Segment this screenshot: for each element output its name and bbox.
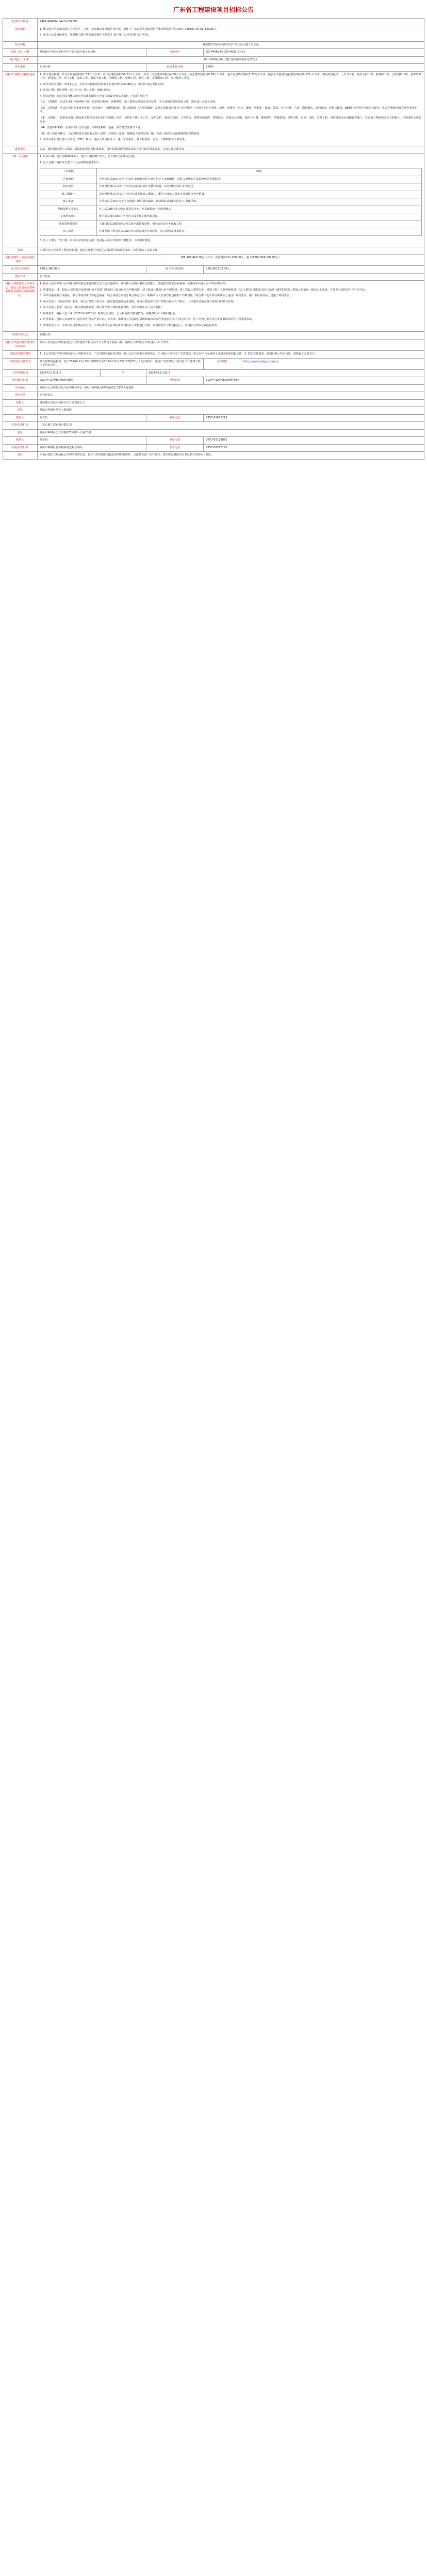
row-bid-doc — [3, 339, 424, 350]
table-row — [40, 176, 421, 183]
scope-paragraph: （2）工程设计：负责本项目方案设计优化、初步设计（含概算编制）、施工图设计（含预算编制）及施工阶段设计配合与后期服务，包括但不限于建筑、结构、给排水、电气、暖通、智能化、幕墙、景观、室内装修、人防、海绵城市、绿色建筑、装配式建筑、BIM技术应用等全部专业设计；负责办理设计相关审查审批手续。 — [39, 106, 417, 114]
period-work-time: 初步设计批复后40日历天内完成全部施工图设计，配合完成施工图审查并取得审查合格书。 — [96, 191, 421, 198]
period-table-head-cell: 时间 — [96, 168, 421, 176]
period-work-time: 合同签订后30日历天内完成方案设计优化并通过招标人审核确认，同时完成规划方案报批所需全部资料。 — [96, 176, 421, 183]
row-other2 — [3, 351, 424, 359]
scope-paragraph: （3）工程施工：按照审定施工图及相关规范完成本项目全部施工内容，包括但不限于土石方、基坑支护、地基与基础、主体结构、建筑装饰装修、建筑屋面、给排水及采暖、通风与空调、建筑电气、智能建筑、建筑节能、电梯、消防、室外工程、园林绿化及市政配套等施工；负责施工期间的安全文明施工、环境保护及成品保护。 — [39, 116, 421, 124]
row-tenderer-contact — [3, 414, 424, 422]
get-doc-url-cell — [241, 358, 424, 369]
qualification-paragraph: 7. 信誉要求：投标人未被列入“信用中国”网站严重失信主体名单；未被列入中国政府采购网政府采购严重违法失信行为记录名单；近三年内无重大安全责任事故和重大工程质量事故。 — [39, 318, 255, 321]
other-value: 本项目实行全过程工程造价控制；投标人须配合招标人完成项目各阶段的审计、结算及竣工决算工作。 — [37, 247, 424, 255]
deadline-label: 投标截止时间 — [3, 377, 38, 385]
page-title: 广东省工程建设项目招标公告 — [173, 6, 254, 13]
qualification-paragraph: 3. 本项目接受联合体投标。联合体成员单位不超过两家，联合体各方应签订联合体协议书，明确牵头人及各方拟承担的工作和责任；联合体中设计单位须具备上述设计资质要求，施工单位须具备上述施工资质要求。 — [39, 294, 292, 298]
announcement-table — [3, 18, 424, 460]
period-work-time: 主体封顶后300日历天内完成全部装饰装修、机电安装及室外配套工程。 — [96, 221, 421, 228]
agent-phone-value: 0757-83119865 — [204, 437, 424, 445]
open-time-value: 2024年12月06日09时30分 — [204, 377, 424, 385]
table-row — [40, 221, 421, 228]
project-name-value: 佛山建行里盐南高街住宅开发区设计施工总承包 — [37, 41, 424, 49]
row-section — [3, 49, 424, 57]
table-row — [40, 213, 421, 221]
deadline-value: 2024年12月06日09时30分 — [37, 377, 146, 385]
table-row — [40, 228, 421, 236]
period-work-time: 地下室完成后300日历天内完成全部主体结构封顶。 — [96, 213, 421, 221]
row-agent-addr — [3, 429, 424, 437]
row-doc-time — [3, 369, 424, 377]
page — [0, 0, 427, 460]
supervise-phone-value: 0757-82268193 — [204, 444, 424, 452]
period-value — [37, 154, 424, 247]
qualification-paragraph: 4. 项目负责人（项目经理）要求：须具有建筑工程专业一级注册建造师执业资格，具备有效的安全生产考核合格证书（B证），且未担任其他在建工程项目的项目经理。 — [39, 300, 236, 303]
tenderer-value: 佛山建行里盐南高街住宅开发有限公司 — [37, 399, 424, 407]
budget-construction-label: 施工部分控制价 — [146, 266, 204, 274]
qualification-paragraph: 1. 投标人须为中华人民共和国境内依法注册的独立法人或其他组织，具有独立承担民事责任的能力，须提供有效的营业执照（或事业单位法人证书等证明文件）。 — [39, 282, 229, 286]
qualification-value — [37, 281, 424, 332]
agent-addr-label: 地址 — [3, 429, 38, 437]
scope-paragraph: 2. 项目估算总投资：约3.1亿元，其中本次招标的设计施工总承包费用约2.86亿元（最终以审定预算为准）。 — [39, 82, 167, 86]
quality-label: 质量要求 — [3, 146, 38, 154]
eval-value: 综合评估法 — [37, 392, 424, 400]
qualification-method-value: 资格后审 — [37, 332, 424, 340]
row-other — [3, 247, 424, 255]
period-work-name: 施工准备 — [40, 198, 96, 206]
location-value: 佛山市禅城区佛山建行里盐南高街住宅开发区 — [37, 56, 424, 64]
period-table-head-cell: 工作名称 — [40, 168, 96, 176]
get-doc-link[interactable]: https://www.gdggzy.org.cn — [243, 360, 279, 363]
row-location — [3, 56, 424, 64]
period-work-time: 完成全部工程内容后120日历天内完成各专项验收、竣工验收及备案移交。 — [96, 228, 421, 236]
get-doc-url-label: 获取网址 — [204, 358, 241, 369]
row-agent — [3, 422, 424, 430]
quality-value: 合格，满足国家现行工程施工质量验收规范及标准要求。设计质量需满足国家及地方现行设计规范要求，并通过施工图审查。 — [37, 146, 424, 154]
section-name-value: 佛山建行里盐南高街住宅开发区设计施工总承包 — [37, 49, 146, 57]
row-budget — [3, 255, 424, 266]
row-supervise — [3, 444, 424, 452]
bid-doc-label: 投标文件递交截止时间及开标时间 — [3, 339, 38, 350]
tenderer-contact-label: 联系人 — [3, 414, 38, 422]
basis-label: 招标依据 — [3, 26, 38, 41]
budget-label: 招标控制价（或最高投标限价） — [3, 255, 38, 266]
period-intro: 2. 设计及施工各阶段主要工作及完成时间要求如下： — [39, 161, 102, 164]
budget-design-value: 4,812,360.00元 — [37, 266, 146, 274]
agent-contact-label: 联系人 — [3, 437, 38, 445]
period-work-name: 装饰装修及安装 — [40, 221, 96, 228]
note-label: 备注 — [3, 452, 38, 460]
table-row — [40, 183, 421, 191]
location-label: 项目地点（区域） — [3, 56, 38, 64]
budget-design-label: 设计部分控制价 — [3, 266, 38, 274]
qualification-paragraph: 5. 设计负责人要求：须具有一级注册建筑师或一级注册结构工程师执业资格，具有高级及以上技术职称。 — [39, 306, 163, 310]
row-qualification-method — [3, 332, 424, 340]
period-work-time: 方案设计确认后20日历天内完成初步设计及概算编制，并取得相关部门审查意见。 — [96, 183, 421, 191]
note-value: 本项目招标人对招标公告中的内容负责，投标人对其提供的投标资料的真实性、合法性负责。如有异议，请在规定期限内以书面形式向招标人提出。 — [37, 452, 424, 460]
qualification-paragraph: 2. 资质要求：（1）投标人须同时具备建设行政主管部门颁发的工程设计综合甲级资质，或工程设计建筑行业甲级资质，或工程设计建筑行业（建筑工程）专业甲级资质；（2）同时具备建设行政主管部门颁发的建筑工程施工总承包一级及以上资质，并具有有效的安全生产许可证。 — [39, 288, 368, 292]
bid-doc-value: 投标人应在截止时间前通过广东省建设工程交易平台上传电子投标文件，逾期上传的投标文件招标人不予受理。 — [37, 339, 424, 350]
period-intro: 1. 计划工期：设计周期90日历天，施工工期900日历天，总工期以合同约定为准。 — [39, 155, 137, 159]
agent-contact-value: 黄小姐 — [37, 437, 146, 445]
period-work-name: 主体结构施工 — [40, 213, 96, 221]
period-work-name: 初步设计 — [40, 183, 96, 191]
budget-construction-value: 280,956,103.00元 — [204, 266, 424, 274]
table-row — [40, 206, 421, 213]
row-project-name — [3, 41, 424, 49]
tenderer-addr-label: 地址 — [3, 407, 38, 415]
section-name-label: 标段（包）名称 — [3, 49, 38, 57]
project-code-value: 2407-440604-04-01-839097 — [37, 19, 424, 26]
period-table — [40, 168, 422, 236]
table-row — [40, 191, 421, 198]
open-place-value: 佛山市公共资源交易中心禅城分中心（佛山市禅城区季华五路22号季华大厦3楼） — [37, 384, 424, 392]
row-funding — [3, 64, 424, 72]
section-no-value: GC-440604-2024-0062-01/01 — [204, 49, 424, 57]
bid-type-label: 招标方式 — [3, 273, 38, 281]
row-scope — [3, 71, 424, 146]
open-time-label: 开标时间 — [146, 377, 204, 385]
project-code-label: 投资项目代码 — [3, 19, 38, 26]
basis-value — [37, 26, 424, 41]
scope-paragraph: （5）竣工验收及移交：负责组织各专项验收及竣工验收，办理竣工备案，编制竣工资料及竣工图，完成工程移交及保修期内的保修服务。 — [39, 132, 202, 135]
row-open-place — [3, 384, 424, 392]
tenderer-addr-value: 佛山市禅城区季华五路28号 — [37, 407, 424, 415]
basis-item: 2. 项目已具备招标条件，现对佛山建行里盐南高街住宅开发区 设计施工总承包进行公开招标。 — [39, 33, 151, 37]
funding-ratio-label: 投资来源比例 — [146, 64, 204, 72]
qualification-paragraph: 8. 资格审查方式：本项目采用资格后审方式，由评标委员会在评标阶段对投标人资格进行审查，资格审查不合格的投标人，其投标文件按无效投标处理。 — [39, 324, 220, 327]
row-get-doc — [3, 358, 424, 369]
bid-type-value: 公开招标 — [37, 273, 424, 281]
table-row — [40, 198, 421, 206]
row-bid-type — [3, 273, 424, 281]
funding-label: 资金来源 — [3, 64, 38, 72]
row-budget-design — [3, 266, 424, 274]
period-work-name: 竣工验收 — [40, 228, 96, 236]
other2-label: 其他需说明的事项 — [3, 351, 38, 359]
row-quality — [3, 146, 424, 154]
project-name-label: 项目名称 — [3, 41, 38, 49]
period-note: 3. 以上工期为计划工期，具体以合同约定为准；因招标人原因导致的工期延误，工期相应顺延。 — [39, 239, 153, 242]
qualification-paragraph: 6. 财务要求：投标人近三年（2021年-2023年）财务状况良好，无亏损或资不抵债情况，须提供经审计的财务报告。 — [39, 312, 178, 315]
agent-value: 广东正衡工程咨询有限公司 — [37, 422, 424, 430]
scope-paragraph: 3. 计划工期：设计周期：90日历天；施工工期：900日历天。 — [39, 89, 113, 92]
period-table-header — [40, 168, 421, 176]
doc-time-end-label: 至 — [100, 369, 146, 377]
row-project-code — [3, 19, 424, 26]
agent-phone-label: 联系电话 — [146, 437, 204, 445]
tenderer-contact-value: 陈先生 — [37, 414, 146, 422]
scope-label: 招标项目概况与招标范围 — [3, 71, 38, 146]
row-eval — [3, 392, 424, 400]
eval-label: 评标办法 — [3, 392, 38, 400]
scope-paragraph: 5. 本项目采用设计施工总承包（EPC）模式，投标人须承担设计、施工全部责任，对工程质量、安全、工期和造价全面负责。 — [39, 138, 188, 142]
budget-value: 285,768,463.00元（其中：设计费4,812,360.00元，施工费280,956,103.00元） — [37, 255, 424, 266]
doc-time-end-value: 2024年11月22日 — [146, 369, 424, 377]
other-label: 其他 — [3, 247, 38, 255]
row-tenderer — [3, 399, 424, 407]
supervise-label: 招标监督机构 — [3, 444, 38, 452]
row-qualification — [3, 281, 424, 332]
funding-ratio-value: 100% — [204, 64, 424, 72]
scope-paragraph: （1）工程勘察：负责本项目全部勘察工作，包括初步勘察、详细勘察、施工勘察及地质灾害评估等，并出具相应勘察成果文件，满足设计及施工需要。 — [39, 100, 218, 104]
row-note — [3, 452, 424, 460]
scope-paragraph: 1. 项目建设规模：项目总用地面积约1.57万平方米，项目总建筑面积约6.21万平方米，其中：住宅建筑面积约4.39万平方米，商业建筑面积约0.38万平方米，地下室建筑面积约1.27万平方米；配套公共服务设施建筑面积约0.17万平方米。建设内容包括：土石方工程、基坑支护工程、桩基础工程、主体建筑工程、装饰装修工程、给排水工程、电气工程、消防工程、通风空调工程、智能化工程、电梯工程、燃气工程、室外配套工程、园林绿化工程等。 — [39, 73, 421, 80]
row-agent-contact — [3, 437, 424, 445]
supervise-value: 佛山市禅城区住房城乡建设和水利局 — [37, 444, 146, 452]
qualification-label: 投标人资格要求及审查办法（投标人须具备的资格条件及承担招标项目的能力） — [3, 281, 38, 332]
scope-paragraph: 4. 招标范围：本次招标为佛山建行里盐南高街住宅开发区的设计施工总承包，包括但不限于： — [39, 94, 150, 98]
doc-time-label: 文件获取时间 — [3, 369, 38, 377]
supervise-phone-label: 监督电话 — [146, 444, 204, 452]
period-work-time: 合同签订后15日历天内完成施工组织设计编制、现场临时设施搭建及开工报建手续。 — [96, 198, 421, 206]
period-work-time: 开工后180日历天内完成基坑支护、桩基础及地下室结构施工。 — [96, 206, 421, 213]
row-tenderer-addr — [3, 407, 424, 415]
scope-value — [37, 71, 424, 146]
tenderer-phone-label: 联系电话 — [146, 414, 204, 422]
open-place-label: 开标地点 — [3, 384, 38, 392]
row-deadline — [3, 377, 424, 385]
get-doc-label: 获取招标文件方式 — [3, 358, 38, 369]
tenderer-phone-value: 0757-82633216 — [204, 414, 424, 422]
agent-addr-value: 佛山市禅城区汾江中路121号佛山大厦18楼 — [37, 429, 424, 437]
period-work-name: 基础及地下室施工 — [40, 206, 96, 213]
doc-time-value: 2024年11月15日 — [37, 369, 100, 377]
funding-value: 企业自筹 — [37, 64, 146, 72]
scope-paragraph: （4）设备材料采购：负责本项目全部设备、材料的采购、运输、保管及安装调试工作。 — [39, 126, 143, 130]
qualification-method-label: 资格审查方法 — [3, 332, 38, 340]
other2-value: 1. 本公告同时在中国招标投标公共服务平台、广东省招标投标监管网、佛山市公共资源交易网发布。2. 投标人须登录广东省建设工程交易平台完成网上注册并获取招标文件。3. 招标文件澄清、补遗以网上发布为准，请投标人及时关注。 — [37, 351, 424, 359]
get-doc-value: 凡有意参加投标者，请于2024年11月15日9时00分至2024年11月22日17时30分（北京时间），通过广东省建设工程交易平台免费下载电子招标文件。 — [37, 358, 203, 369]
row-period — [3, 154, 424, 247]
period-label: 工期（交货期） — [3, 154, 38, 247]
period-work-name: 方案设计 — [40, 176, 96, 183]
section-no-label: 标段编号 — [146, 49, 204, 57]
basis-item: 1. 佛山建行里盐南高街住宅开发区，已获广东省佛山市禅城区审计部门审批（广东省全省投资项目在线审批监管平台2407-440604-04-01-839097）。 — [39, 27, 219, 31]
row-basis — [3, 26, 424, 41]
tenderer-label: 招标人 — [3, 399, 38, 407]
period-work-name: 施工图设计 — [40, 191, 96, 198]
agent-label: 招标代理机构 — [3, 422, 38, 430]
